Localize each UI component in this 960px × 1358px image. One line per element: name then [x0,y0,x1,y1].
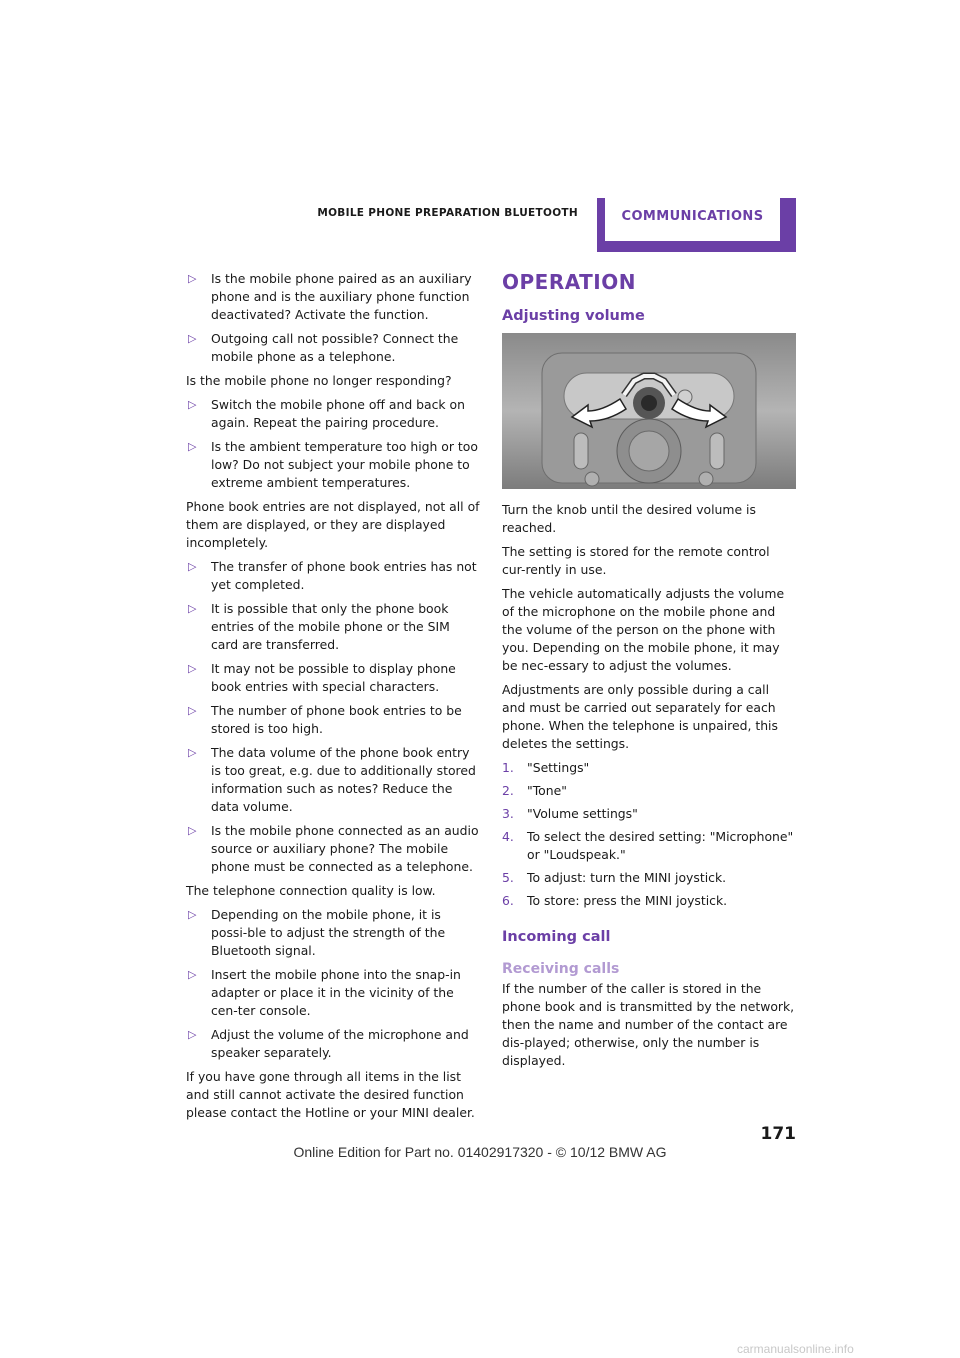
right-column [502,270,796,1076]
paragraph: If the number of the caller is stored in the phone book and is transmitted by the network, then the name and number of the contact are dis-played; otherwise, only the number is displayed. [502,981,795,1068]
paragraph: If you have gone through all items in the list and still cannot activate the desired function please contact the Hotline or your MINI dealer. [186,1069,475,1120]
page-number: 171 [760,1124,796,1144]
paragraph: The setting is stored for the remote control cur-rently in use. [502,544,770,577]
paragraph: The telephone connection quality is low. [186,883,436,898]
list-item: ▷ Depending on the mobile phone, it is possi-ble to adjust the strength of the Bluetooth signal. [188,907,446,958]
step-item: 1. "Settings" [502,760,590,775]
bullet-arrow-icon: ▷ [188,1028,197,1041]
heading-adjusting-volume: Adjusting volume [502,308,645,324]
paragraph: Turn the knob until the desired volume is reached. [502,502,756,535]
step-item: 2. "Tone" [502,783,567,798]
step-item: 4. To select the desired setting: "Microphone" or "Loudspeak." [502,829,794,862]
left-column [186,270,480,1128]
bullet-arrow-icon: ▷ [188,824,197,837]
paragraph: Phone book entries are not displayed, not all of them are displayed, or they are displayed incompletely. [186,499,480,550]
list-item: ▷ The transfer of phone book entries has not yet completed. [188,559,477,592]
volume-knob-photo [502,333,796,489]
paragraph: Is the mobile phone no longer responding? [186,373,452,388]
footer-edition: Online Edition for Part no. 01402917320 - © 10/12 BMW AG [293,1144,667,1160]
list-item: ▷ The data volume of the phone book entry is too great, e.g. due to additionally stored information such as notes? Reduce the data volume. [188,745,476,814]
heading-incoming-call: Incoming call [502,929,611,945]
bullet-arrow-icon: ▷ [188,908,197,921]
watermark: carmanualsonline.info [737,1342,854,1356]
bullet-arrow-icon: ▷ [188,662,197,675]
bullet-arrow-icon: ▷ [188,398,197,411]
list-item: ▷ Outgoing call not possible? Connect the mobile phone as a telephone. [188,331,459,364]
step-item: 5. To adjust: turn the MINI joystick. [502,870,727,885]
step-item: 3. "Volume settings" [502,806,638,821]
bullet-arrow-icon: ▷ [188,332,197,345]
list-item: ▷ Is the mobile phone paired as an auxiliary phone and is the auxiliary phone function deactivated? Activate the function. [188,271,472,322]
chapter-tab [597,198,796,252]
bullet-arrow-icon: ▷ [188,440,197,453]
section-title: MOBILE PHONE PREPARATION BLUETOOTH [317,207,578,219]
bullet-arrow-icon: ▷ [188,746,197,759]
chapter-title: COMMUNICATIONS [621,209,764,224]
list-item: ▷ It may not be possible to display phone book entries with special characters. [188,661,456,694]
list-item: ▷ Is the ambient temperature too high or too low? Do not subject your mobile phone to extreme ambient temperatures. [188,439,478,490]
heading-receiving-calls: Receiving calls [502,961,620,977]
paragraph: Adjustments are only possible during a call and must be carried out separately for each phone. When the telephone is unpaired, this deletes the settings. [502,682,778,751]
list-item: ▷ Switch the mobile phone off and back on again. Repeat the pairing procedure. [188,397,465,430]
bullet-arrow-icon: ▷ [188,704,197,717]
paragraph: The vehicle automatically adjusts the volume of the microphone on the mobile phone and the volume of the person on the phone with you. Depending on the mobile phone, it may be nec-essary to adjust the volumes. [502,586,785,673]
step-item: 6. To store: press the MINI joystick. [502,893,728,908]
list-item: ▷ Adjust the volume of the microphone and speaker separately. [188,1027,469,1060]
bullet-arrow-icon: ▷ [188,272,197,285]
list-item: ▷ It is possible that only the phone book entries of the mobile phone or the SIM card are transferred. [188,601,450,652]
bullet-arrow-icon: ▷ [188,968,197,981]
list-item: ▷ The number of phone book entries to be stored is too high. [188,703,462,736]
list-item: ▷ Is the mobile phone connected as an audio source or auxiliary phone? The mobile phone must be connected as a telephone. [188,823,479,874]
bullet-arrow-icon: ▷ [188,602,197,615]
bullet-arrow-icon: ▷ [188,560,197,573]
list-item: ▷ Insert the mobile phone into the snap-in adapter or place it in the vicinity of the cen-ter console. [188,967,461,1018]
heading-operation: OPERATION [502,270,636,294]
